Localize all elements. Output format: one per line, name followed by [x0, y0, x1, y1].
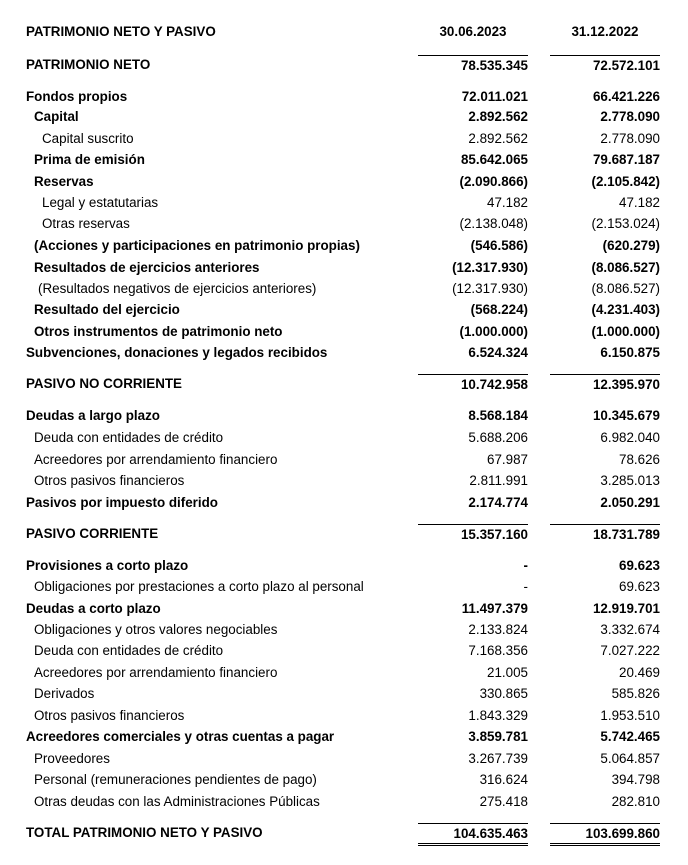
table-row: [0, 471, 688, 491]
table-row: [0, 556, 688, 576]
value-2023: 2.892.562: [468, 131, 528, 146]
value-2022: 394.798: [611, 772, 660, 787]
value-2022: 103.699.860: [550, 823, 660, 846]
value-2023: (12.317.930): [452, 281, 528, 296]
row-label: Acreedores comerciales y otras cuentas a pagar: [26, 729, 335, 744]
value-2022: 79.687.187: [592, 152, 660, 167]
table-row: [0, 450, 688, 470]
value-2023: 330.865: [479, 686, 528, 701]
value-2022: (8.086.527): [591, 281, 660, 296]
value-2023: -: [523, 558, 528, 573]
value-2022: 7.027.222: [600, 643, 660, 658]
value-2023: 2.892.562: [468, 109, 528, 124]
table-row: [0, 258, 688, 278]
row-label: Acreedores por arrendamiento financiero: [34, 452, 278, 467]
row-label: PASIVO CORRIENTE: [26, 526, 159, 541]
value-2022: 10.345.679: [592, 408, 660, 423]
table-row: [0, 684, 688, 704]
table-row: [0, 214, 688, 234]
table-row: [0, 792, 688, 812]
value-2022: (8.086.527): [591, 260, 660, 275]
value-2022: (2.153.024): [591, 216, 660, 231]
table-row: [0, 706, 688, 726]
value-2023: 8.568.184: [468, 408, 528, 423]
row-label: Deuda con entidades de crédito: [34, 643, 224, 658]
row-label: (Acciones y participaciones en patrimonio propias): [34, 238, 360, 253]
value-2022: 5.064.857: [600, 751, 660, 766]
table-row: [0, 577, 688, 597]
row-label: Capital: [34, 109, 79, 124]
row-label: Otros pasivos financieros: [34, 473, 185, 488]
value-2022: 20.469: [619, 665, 660, 680]
row-label: (Resultados negativos de ejercicios anteriores): [38, 281, 317, 296]
value-2022: 3.332.674: [600, 622, 660, 637]
sheet-title: PATRIMONIO NETO Y PASIVO: [26, 24, 216, 39]
row-label: Otros instrumentos de patrimonio neto: [34, 324, 283, 339]
table-row: [0, 150, 688, 170]
value-2023: (1.000.000): [459, 324, 528, 339]
section-row-patrimonio-neto: [0, 55, 688, 75]
table-row: [0, 129, 688, 149]
table-row: [0, 663, 688, 683]
row-label: Resultado del ejercicio: [34, 302, 180, 317]
value-2022: 6.982.040: [600, 430, 660, 445]
value-2023: 21.005: [487, 665, 528, 680]
value-2023: 6.524.324: [468, 345, 528, 360]
value-2022: 47.182: [619, 195, 660, 210]
row-label: Deuda con entidades de crédito: [34, 430, 224, 445]
table-row: [0, 300, 688, 320]
row-label: Proveedores: [34, 751, 110, 766]
value-2023: 47.182: [487, 195, 528, 210]
table-row: [0, 641, 688, 661]
row-label: Obligaciones por prestaciones a corto plazo al personal: [34, 579, 364, 594]
table-row: [0, 322, 688, 342]
row-label: Deudas a largo plazo: [26, 408, 160, 423]
value-2023: 316.624: [479, 772, 528, 787]
value-2022: 18.731.789: [550, 524, 660, 545]
value-2023: 2.133.824: [468, 622, 528, 637]
row-label: Deudas a corto plazo: [26, 601, 161, 616]
row-label: Prima de emisión: [34, 152, 145, 167]
row-label: Otros pasivos financieros: [34, 708, 185, 723]
value-2023: 2.174.774: [468, 495, 528, 510]
value-2022: (1.000.000): [591, 324, 660, 339]
value-2023: 1.843.329: [468, 708, 528, 723]
table-row: [0, 406, 688, 426]
row-label: PASIVO NO CORRIENTE: [26, 376, 182, 391]
row-label: Derivados: [34, 686, 95, 701]
table-row: [0, 343, 688, 363]
value-2022: 585.826: [611, 686, 660, 701]
value-2023: 104.635.463: [418, 823, 528, 846]
row-label: Pasivos por impuesto diferido: [26, 495, 218, 510]
value-2022: 6.150.875: [600, 345, 660, 360]
row-label: Obligaciones y otros valores negociables: [34, 622, 278, 637]
value-2022: 69.623: [619, 579, 660, 594]
value-2022: 3.285.013: [600, 473, 660, 488]
table-row: [0, 428, 688, 448]
row-label: Subvenciones, donaciones y legados recibidos: [26, 345, 328, 360]
value-2023: 3.859.781: [468, 729, 528, 744]
value-2023: 72.011.021: [461, 89, 528, 104]
row-label: Reservas: [34, 174, 94, 189]
table-row: [0, 727, 688, 747]
header-row: [0, 22, 688, 42]
row-label: Legal y estatutarias: [42, 195, 159, 210]
value-2023: -: [523, 579, 528, 594]
table-row: [0, 87, 688, 107]
table-row: [0, 599, 688, 619]
value-2022: 2.778.090: [600, 109, 660, 124]
section-row-pasivo-no-corriente: [0, 374, 688, 394]
value-2023: 7.168.356: [468, 643, 528, 658]
value-2023: (2.090.866): [459, 174, 528, 189]
value-2022: 2.778.090: [600, 131, 660, 146]
value-2022: 66.421.226: [592, 89, 660, 104]
value-2023: 78.535.345: [418, 55, 528, 76]
column-header-2023: 30.06.2023: [439, 24, 507, 39]
table-row: [0, 172, 688, 192]
value-2023: 2.811.991: [469, 473, 528, 488]
value-2022: 72.572.101: [550, 55, 660, 76]
table-row: [0, 749, 688, 769]
row-label: Provisiones a corto plazo: [26, 558, 189, 573]
table-row: [0, 279, 688, 299]
value-2022: 5.742.465: [600, 729, 660, 744]
value-2023: 11.497.379: [461, 601, 528, 616]
value-2022: (620.279): [602, 238, 660, 253]
table-row: [0, 770, 688, 790]
row-label: TOTAL PATRIMONIO NETO Y PASIVO: [26, 825, 263, 840]
section-row-pasivo-corriente: [0, 524, 688, 544]
row-label: Capital suscrito: [42, 131, 134, 146]
value-2022: (2.105.842): [591, 174, 660, 189]
row-label: Personal (remuneraciones pendientes de pago): [34, 772, 317, 787]
value-2023: 275.418: [479, 794, 528, 809]
row-label: Otras reservas: [42, 216, 130, 231]
value-2023: 67.987: [487, 452, 528, 467]
row-label: PATRIMONIO NETO: [26, 57, 151, 72]
value-2023: (2.138.048): [459, 216, 528, 231]
row-label: Otras deudas con las Administraciones Públicas: [34, 794, 320, 809]
value-2022: 12.395.970: [550, 374, 660, 395]
row-label: Resultados de ejercicios anteriores: [34, 260, 260, 275]
row-label: Fondos propios: [26, 89, 128, 104]
value-2022: 1.953.510: [600, 708, 660, 723]
table-row: [0, 620, 688, 640]
value-2023: 85.642.065: [460, 152, 528, 167]
value-2023: (568.224): [470, 302, 528, 317]
row-label: Acreedores por arrendamiento financiero: [34, 665, 278, 680]
table-row: [0, 193, 688, 213]
value-2022: (4.231.403): [591, 302, 660, 317]
total-row: [0, 823, 688, 843]
value-2023: (546.586): [470, 238, 528, 253]
value-2023: 10.742.958: [418, 374, 528, 395]
value-2023: 3.267.739: [468, 751, 528, 766]
value-2022: 282.810: [611, 794, 660, 809]
value-2023: 15.357.160: [418, 524, 528, 545]
value-2022: 69.623: [619, 558, 660, 573]
value-2023: (12.317.930): [452, 260, 528, 275]
value-2022: 2.050.291: [600, 495, 660, 510]
table-row: [0, 107, 688, 127]
value-2023: 5.688.206: [468, 430, 528, 445]
value-2022: 12.919.701: [592, 601, 660, 616]
column-header-2022: 31.12.2022: [571, 24, 639, 39]
value-2022: 78.626: [619, 452, 660, 467]
table-row: [0, 493, 688, 513]
table-row: [0, 236, 688, 256]
